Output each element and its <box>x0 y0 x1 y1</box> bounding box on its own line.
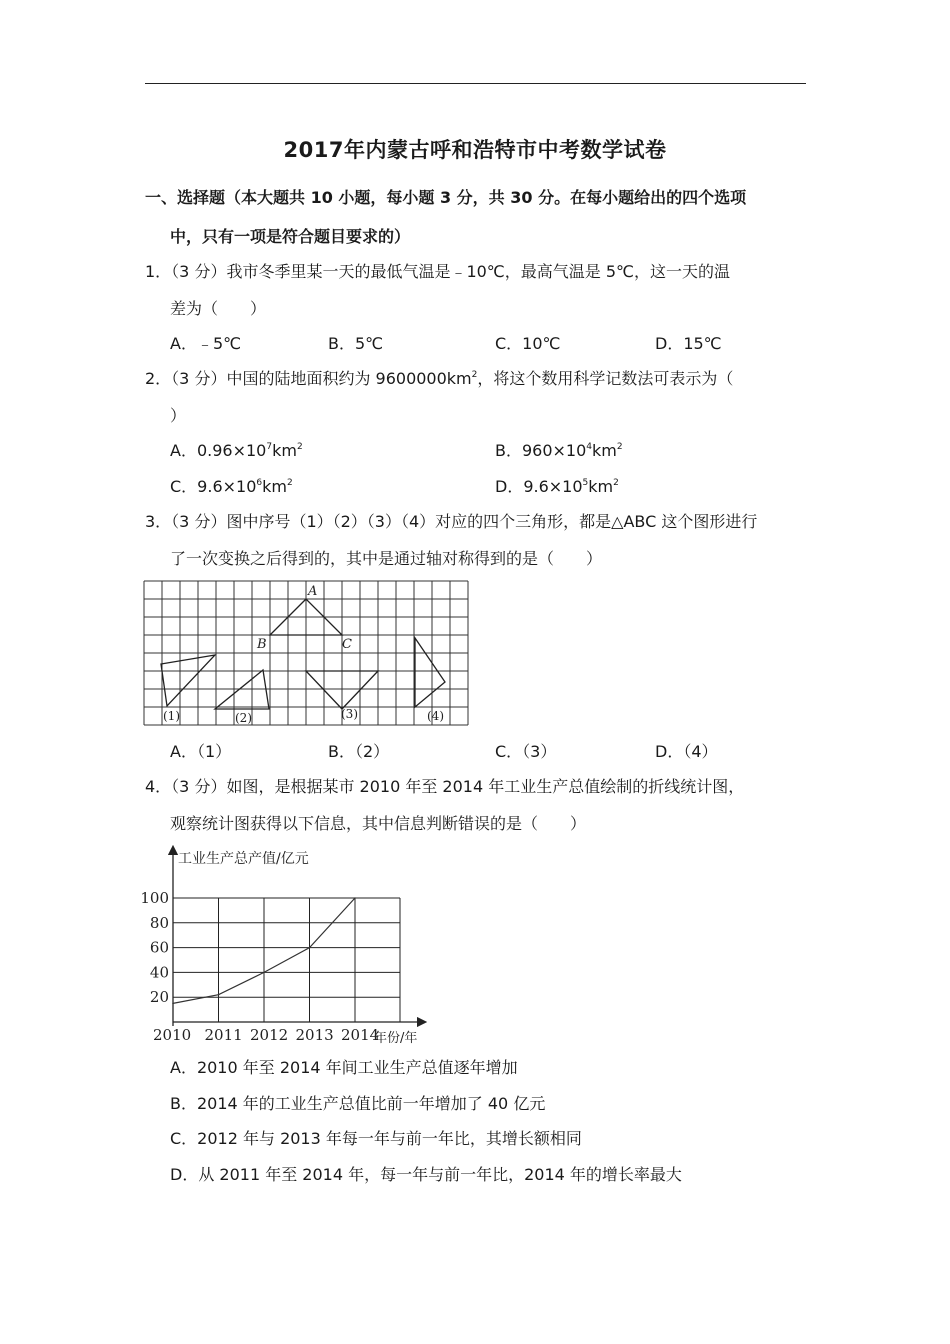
shape-label-1: (1) <box>163 709 180 723</box>
y-tick-label: 40 <box>149 963 169 982</box>
q3-option-b[interactable]: B．（2） <box>328 742 390 761</box>
top-rule <box>145 83 806 84</box>
q2-option-a-exp: 7 <box>266 442 273 452</box>
y-tick-label: 80 <box>149 913 169 932</box>
q1-option-d[interactable]: D．15℃ <box>655 334 722 353</box>
q4-stem-line2: 观察统计图获得以下信息，其中信息判断错误的是（ ） <box>170 814 587 833</box>
q2-option-d-base: D．9.6×10 <box>495 477 583 496</box>
x-tick-label: 2014 <box>341 1026 380 1044</box>
shape-label-4: (4) <box>427 709 444 723</box>
data-point <box>354 897 356 899</box>
shape-label-2: (2) <box>235 711 252 725</box>
q4-option-a[interactable]: A．2010 年至 2014 年间工业生产总值逐年增加 <box>170 1058 518 1077</box>
q3-stem-line2: 了一次变换之后得到的，其中是通过轴对称得到的是（ ） <box>170 549 603 568</box>
q2-option-d-unit: km <box>588 477 614 496</box>
q3-option-d[interactable]: D．（4） <box>655 742 718 761</box>
section-heading-line2: 中，只有一项是符合题目要求的） <box>170 227 411 246</box>
section-heading-line1: 一、选择题（本大题共 10 小题，每小题 3 分，共 30 分。在每小题给出的四个选项 <box>145 188 747 207</box>
x-tick-label: 2013 <box>295 1026 334 1044</box>
vertex-label-b: B <box>257 637 267 652</box>
q3-stem-line1: 3．（3 分）图中序号（1）（2）（3）（4）对应的四个三角形，都是△ABC 这个图形进行 <box>145 512 758 531</box>
y-tick-label: 60 <box>149 938 169 957</box>
q2-stem-line1 <box>145 369 733 389</box>
q1-stem-line1: 1．（3 分）我市冬季里某一天的最低气温是﹣10℃，最高气温是 5℃，这一天的温 <box>145 262 731 281</box>
triangle-1 <box>161 655 215 706</box>
triangle-4 <box>415 638 445 707</box>
q2-option-c-base: C．9.6×10 <box>170 477 257 496</box>
q1-option-c[interactable]: C．10℃ <box>495 334 561 353</box>
q2-option-d[interactable] <box>495 477 619 497</box>
data-point <box>172 1003 174 1005</box>
q2-option-b-unit: km <box>592 441 617 460</box>
q1-stem-line2: 差为（ ） <box>170 299 267 318</box>
y-tick-label: 100 <box>140 889 169 907</box>
q2-stem-post: ，将这个数用科学记数法可表示为（ <box>477 369 734 388</box>
q4-stem-line1: 4．（3 分）如图，是根据某市 2010 年至 2014 年工业生产总值绘制的折线统计图， <box>145 777 745 796</box>
q2-option-a[interactable] <box>170 441 303 461</box>
data-point <box>263 972 265 974</box>
q3-option-c[interactable]: C．（3） <box>495 742 557 761</box>
q2-option-d-exp: 5 <box>582 478 589 488</box>
q2-option-a-unit: km <box>272 441 297 460</box>
vertex-label-a: A <box>308 584 318 599</box>
q2-option-c-unit: km <box>262 477 287 496</box>
y-axis-label: 工业生产总产值/亿元 <box>178 851 309 867</box>
q2-option-b-base: B．960×10 <box>495 441 587 460</box>
q2-stem-pre: 2．（3 分）中国的陆地面积约为 9600000km <box>145 369 472 388</box>
q4-option-c[interactable]: C．2012 年与 2013 年每一年与前一年比，其增长额相同 <box>170 1129 582 1148</box>
q2-option-a-unit-exp: 2 <box>296 442 303 452</box>
q4-option-d[interactable]: D．从 2011 年至 2014 年，每一年与前一年比，2014 年的增长率最大 <box>170 1165 682 1184</box>
data-point <box>309 947 311 949</box>
q1-option-b[interactable]: B．5℃ <box>328 334 384 353</box>
q2-option-a-base: A．0.96×10 <box>170 441 267 460</box>
x-tick-label: 2012 <box>250 1026 289 1044</box>
q2-stem-line2: ） <box>170 406 187 425</box>
x-axis-label: 年份/年 <box>374 1031 418 1046</box>
data-point <box>218 994 220 996</box>
q2-option-c[interactable] <box>170 477 293 497</box>
q1-option-a[interactable]: A．﹣5℃ <box>170 334 242 353</box>
q2-option-b[interactable] <box>495 441 623 461</box>
q2-stem-exp: 2 <box>471 370 478 380</box>
y-tick-label: 20 <box>149 988 169 1007</box>
shape-label-3: (3) <box>341 707 358 721</box>
q2-option-b-exp: 4 <box>586 442 593 452</box>
q2-option-c-exp: 6 <box>256 478 263 488</box>
q3-option-a[interactable]: A．（1） <box>170 742 232 761</box>
q2-option-b-unit-exp: 2 <box>616 442 623 452</box>
page-title: 2017年内蒙古呼和浩特市中考数学试卷 <box>283 138 667 162</box>
production-line-chart <box>140 844 430 1048</box>
q4-option-b[interactable]: B．2014 年的工业生产总值比前一年增加了 40 亿元 <box>170 1094 546 1113</box>
q2-option-d-unit-exp: 2 <box>613 478 619 488</box>
triangle-grid-figure <box>143 580 469 726</box>
x-tick-label: 2011 <box>204 1026 243 1044</box>
x-tick-label: 2010 <box>153 1026 192 1044</box>
vertex-label-c: C <box>342 637 352 652</box>
q2-option-c-unit-exp: 2 <box>286 478 293 488</box>
